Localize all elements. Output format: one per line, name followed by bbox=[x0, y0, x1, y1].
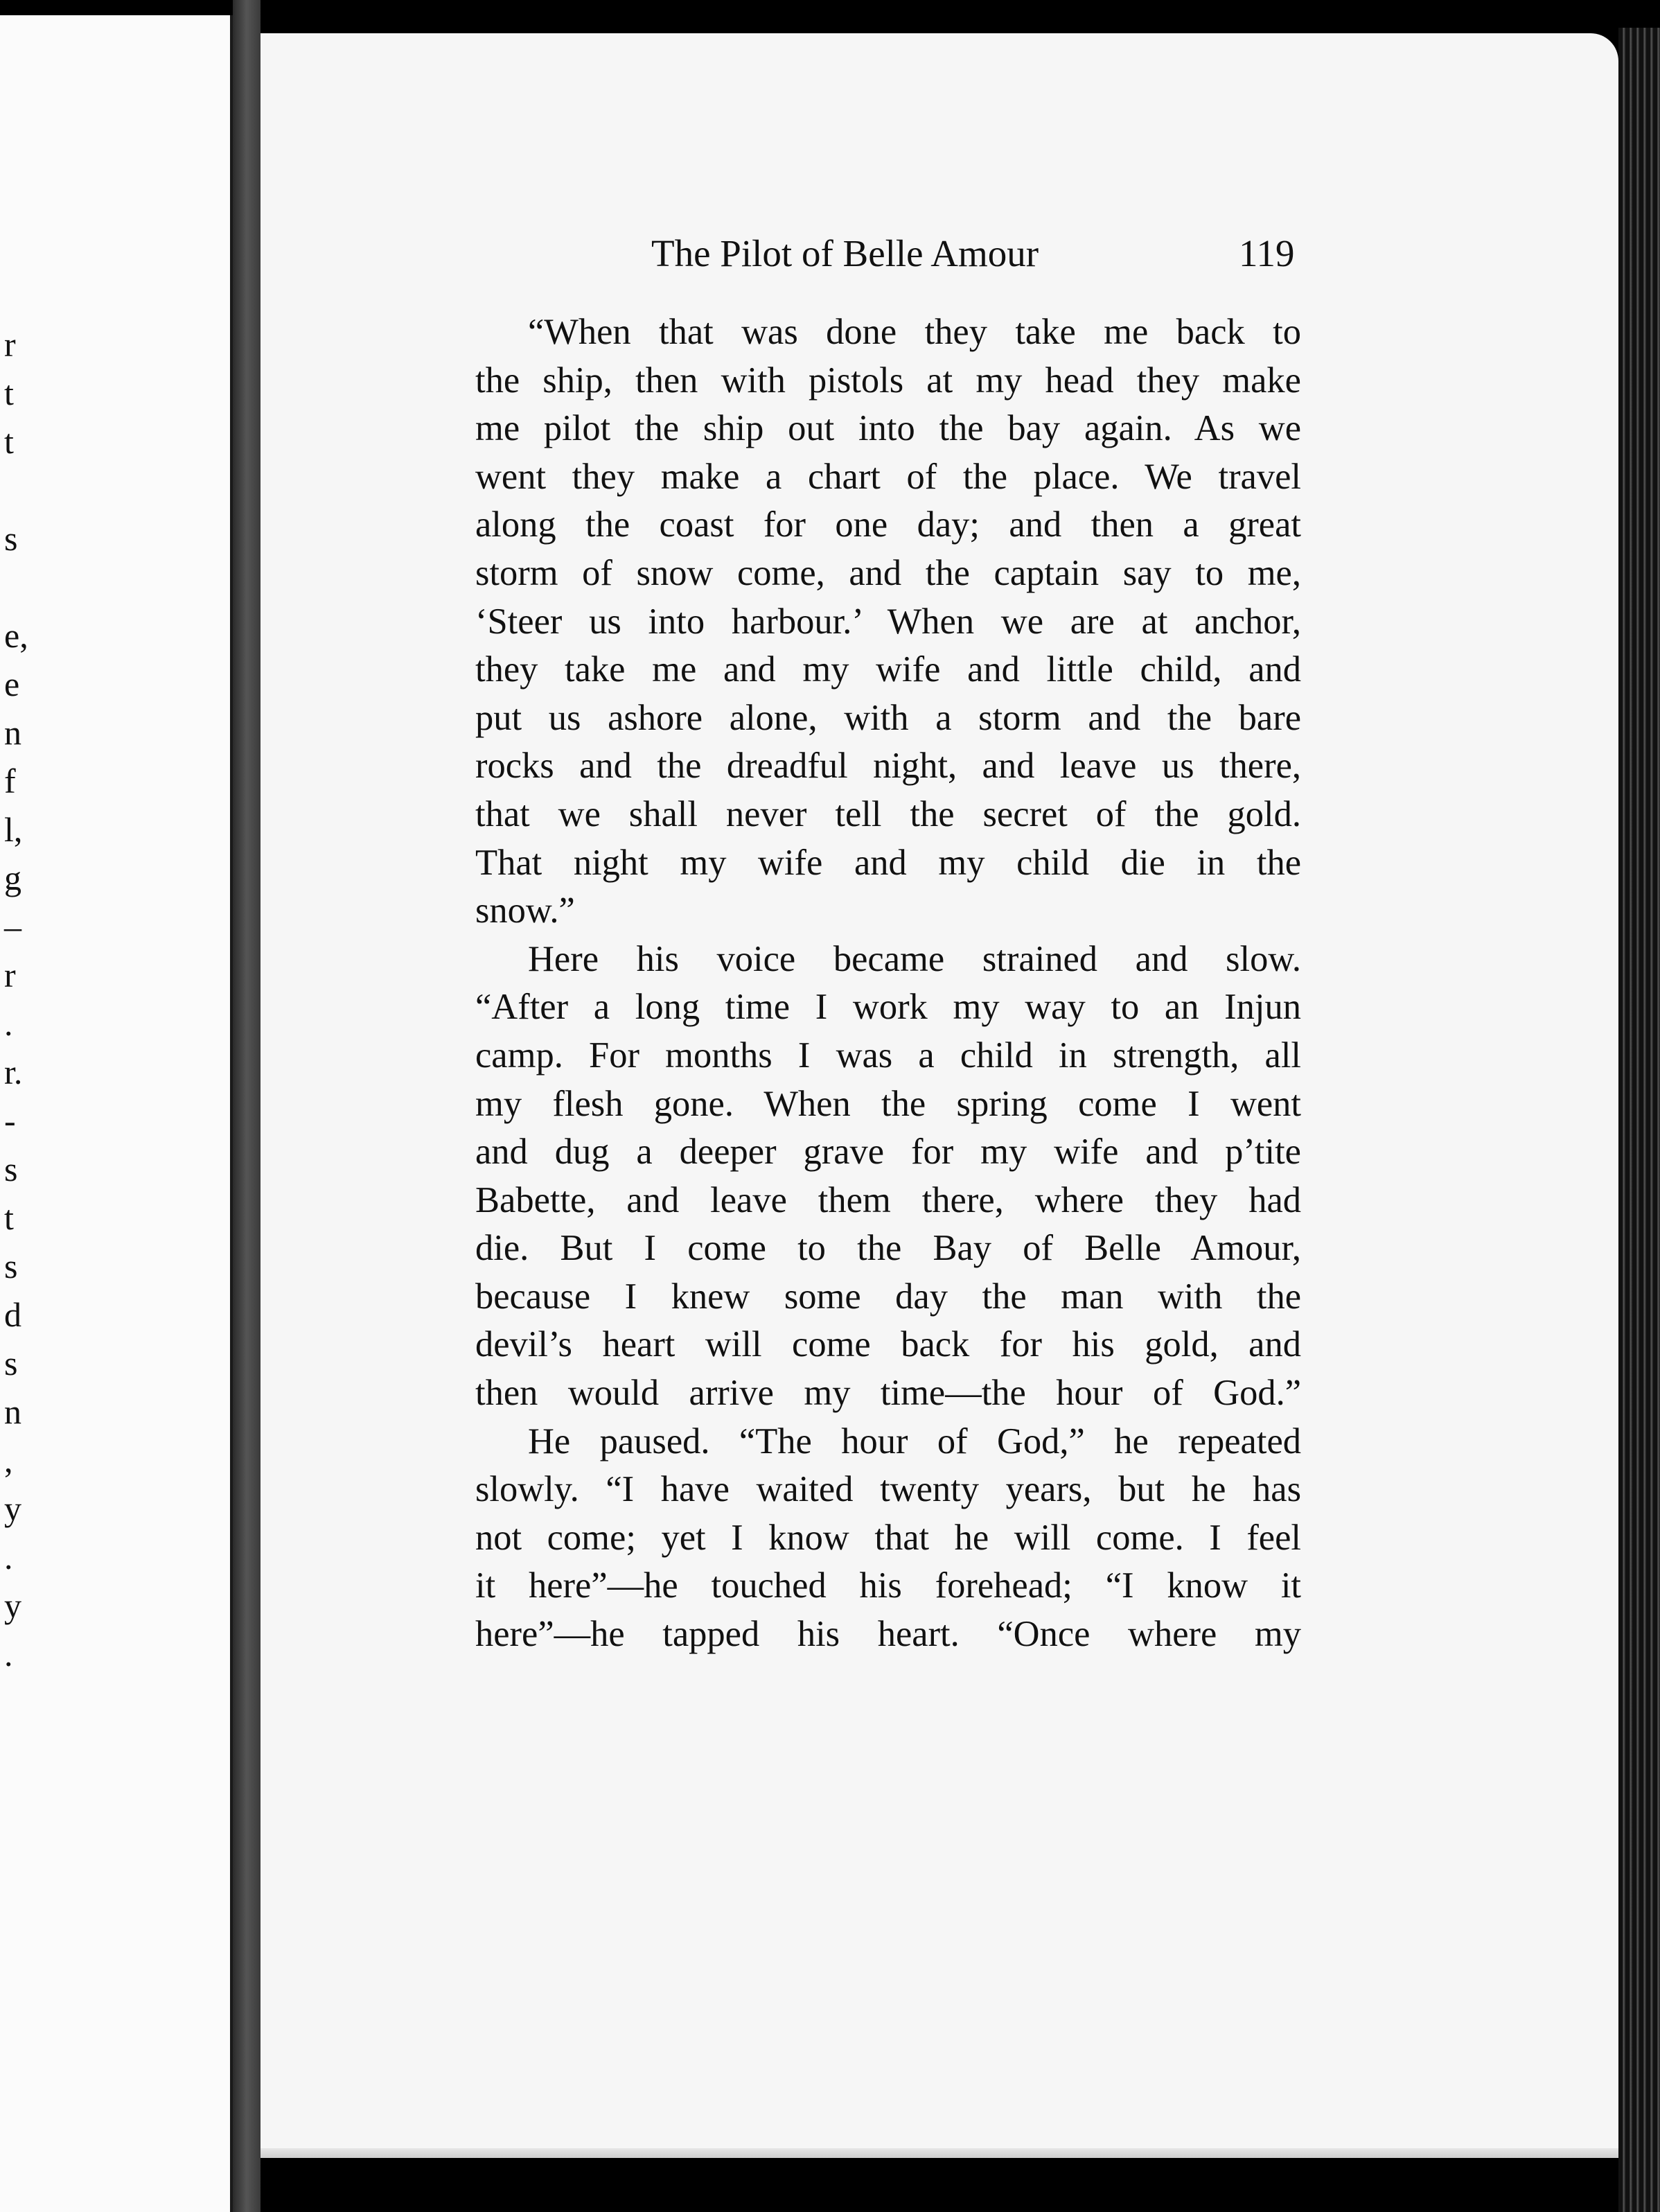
text-line: rocks and the dreadful night, and leave us there, bbox=[475, 746, 1301, 787]
left-page-letter: . bbox=[4, 1538, 13, 1577]
page-edge bbox=[1618, 28, 1660, 2212]
text-line: went they make a chart of the place. We travel bbox=[475, 456, 1301, 497]
text-line: my flesh gone. When the spring come I went bbox=[475, 1083, 1301, 1124]
page-bottom-edge bbox=[261, 2148, 1618, 2158]
left-page-letter: . bbox=[4, 1004, 13, 1043]
text-line: here”—he tapped his heart. “Once where my bbox=[475, 1614, 1301, 1655]
left-page-letter: s bbox=[4, 519, 18, 558]
left-page-letter: e bbox=[4, 665, 20, 703]
text-line: the ship, then with pistols at my head they make bbox=[475, 360, 1301, 401]
left-page-letter: y bbox=[4, 1586, 21, 1625]
text-line: then would arrive my time—the hour of God.” bbox=[475, 1373, 1301, 1414]
text-line: because I knew some day the man with the bbox=[475, 1276, 1301, 1317]
text-line: along the coast for one day; and then a great bbox=[475, 504, 1301, 545]
text-line: That night my wife and my child die in the bbox=[475, 842, 1301, 883]
text-line: “When that was done they take me back to bbox=[528, 312, 1301, 352]
text-line: put us ashore alone, with a storm and the bare bbox=[475, 697, 1301, 738]
left-page-letter: - bbox=[4, 1101, 16, 1140]
text-line: storm of snow come, and the captain say to me, bbox=[475, 552, 1301, 593]
body-text bbox=[475, 308, 1301, 1659]
text-line: snow.” bbox=[475, 890, 575, 931]
text-line: they take me and my wife and little child, and bbox=[475, 649, 1301, 690]
text-line: “After a long time I work my way to an Injun bbox=[475, 987, 1301, 1028]
left-page-letter: d bbox=[4, 1295, 21, 1334]
left-page-letter: t bbox=[4, 422, 14, 461]
left-page-letter: n bbox=[4, 713, 21, 752]
left-page-letter: e, bbox=[4, 616, 28, 655]
text-line: that we shall never tell the secret of the gold. bbox=[475, 793, 1301, 834]
left-page-letter: – bbox=[4, 907, 21, 946]
left-page-letter: y bbox=[4, 1489, 21, 1528]
text-line: He paused. “The hour of God,” he repeated bbox=[528, 1421, 1301, 1462]
text-line: me pilot the ship out into the bay again. As we bbox=[475, 408, 1301, 449]
left-page-letter: . bbox=[4, 1635, 13, 1674]
left-page-letter: r bbox=[4, 956, 16, 994]
text-line: ‘Steer us into harbour.’ When we are at anchor, bbox=[475, 601, 1301, 642]
page-number: 119 bbox=[1239, 232, 1295, 274]
text-line: Babette, and leave them there, where they had bbox=[475, 1179, 1301, 1220]
left-page-letter: t bbox=[4, 1198, 14, 1237]
left-page-letter: f bbox=[4, 762, 16, 800]
left-page-letter: r bbox=[4, 325, 16, 364]
left-page-fragment bbox=[0, 15, 233, 2212]
text-line: and dug a deeper grave for my wife and p’tite bbox=[475, 1132, 1301, 1173]
left-page-letter: n bbox=[4, 1392, 21, 1431]
left-page-letter: t bbox=[4, 374, 14, 412]
text-line: slowly. “I have waited twenty years, but he has bbox=[475, 1469, 1301, 1510]
left-page-letter: s bbox=[4, 1247, 18, 1285]
left-page-letter: r. bbox=[4, 1053, 23, 1091]
text-line: die. But I come to the Bay of Belle Amour, bbox=[475, 1228, 1301, 1269]
left-page-letter: s bbox=[4, 1150, 18, 1188]
left-page-letter: s bbox=[4, 1344, 18, 1382]
text-line: it here”—he touched his forehead; “I know it bbox=[475, 1565, 1301, 1606]
left-page-letter: , bbox=[4, 1441, 13, 1480]
book-gutter bbox=[233, 0, 261, 2212]
running-head: The Pilot of Belle Amour bbox=[651, 232, 1039, 274]
text-line: devil’s heart will come back for his gold, and bbox=[475, 1324, 1301, 1365]
left-page-letter: l, bbox=[4, 810, 23, 849]
left-page-letter: g bbox=[4, 859, 21, 897]
text-line: not come; yet I know that he will come. I feel bbox=[475, 1517, 1301, 1558]
text-line: camp. For months I was a child in strength, all bbox=[475, 1035, 1301, 1076]
text-line: Here his voice became strained and slow. bbox=[528, 938, 1301, 979]
